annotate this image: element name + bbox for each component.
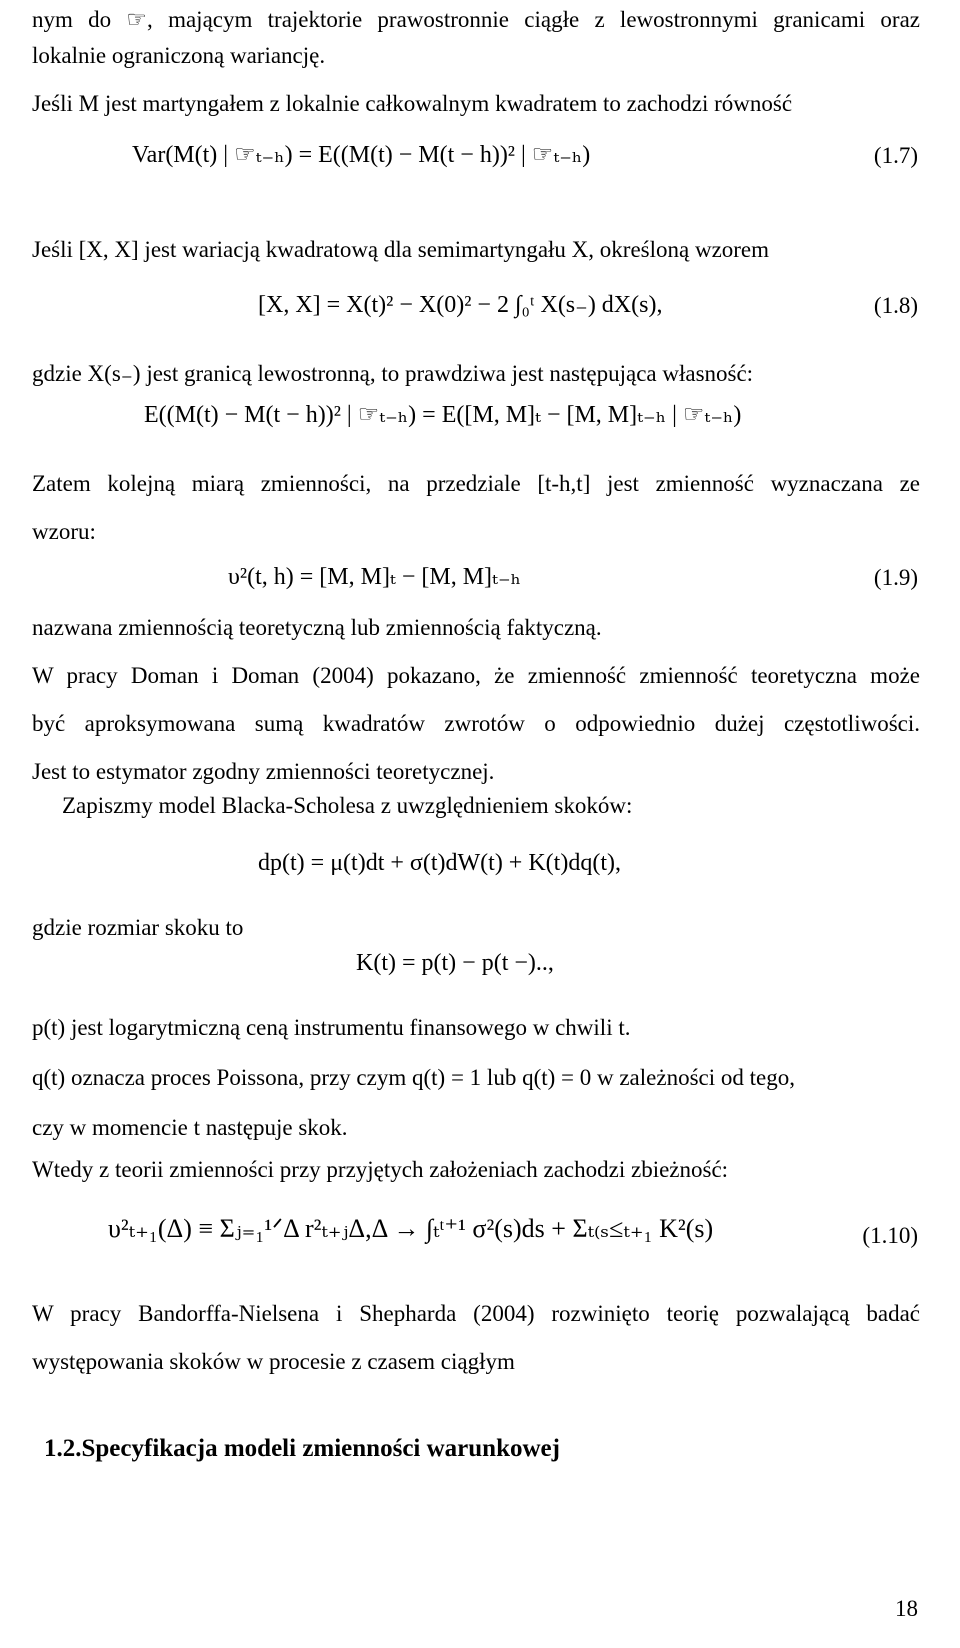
paragraph-line: Zatem kolejną miarą zmienności, na przedziale [t-h,t] jest zmienność wyznaczana ze — [32, 471, 920, 496]
paragraph-line: wzoru: — [32, 519, 96, 544]
equation-jump-size: K(t) = p(t) − p(t −).., — [356, 950, 554, 976]
paragraph-line: W pracy Doman i Doman (2004) pokazano, że zmienność zmienność teoretyczna może — [32, 663, 920, 688]
equation-number: (1.8) — [873, 293, 918, 318]
equation-1-7: Var(M(t) | ☞ₜ₋ₕ) = E((M(t) − M(t − h))² | ☞ₜ₋ₕ) — [132, 142, 591, 168]
paragraph-line: p(t) jest logarytmiczną ceną instrumentu finansowego w chwili t. — [32, 1015, 631, 1040]
paragraph-line: gdzie rozmiar skoku to — [32, 915, 244, 940]
paragraph-line: być aproksymowana sumą kwadratów zwrotów o odpowiednio dużej częstotliwości. — [32, 711, 920, 736]
equation-number: (1.10) — [862, 1223, 918, 1248]
paragraph-line: nym do ☞, mającym trajektorie prawostronnie ciągłe z lewostronnymi granicami oraz — [32, 7, 920, 32]
equation-1-10: υ²ₜ₊₁(Δ) ≡ Σⱼ₌₁¹ᐟΔ r²ₜ₊ⱼΔ,Δ → ∫ₜᵗ⁺¹ σ²(s)ds + Σₜ₍ₛ≤ₜ₊₁ K²(s) — [108, 1214, 714, 1243]
equation-1-9: υ²(t, h) = [M, M]ₜ − [M, M]ₜ₋ₕ — [228, 564, 522, 590]
paragraph-line: Jeśli [X, X] jest wariacją kwadratową dla semimartyngału X, określoną wzorem — [32, 237, 770, 262]
paragraph-line: czy w momencie t następuje skok. — [32, 1115, 348, 1140]
paragraph-line: lokalnie ograniczoną wariancję. — [32, 43, 326, 68]
paragraph-line: Wtedy z teorii zmienności przy przyjętych założeniach zachodzi zbieżność: — [32, 1157, 729, 1182]
equation-1-8: [X, X] = X(t)² − X(0)² − 2 ∫₀ᵗ X(s₋) dX(s), — [258, 292, 663, 318]
paragraph-line: q(t) oznacza proces Poissona, przy czym q(t) = 1 lub q(t) = 0 w zależności od tego, — [32, 1065, 795, 1090]
equation-number: (1.7) — [873, 143, 918, 168]
paragraph-line: Zapiszmy model Blacka-Scholesa z uwzględnieniem skoków: — [62, 793, 633, 818]
paragraph-line: Jest to estymator zgodny zmienności teoretycznej. — [32, 759, 495, 784]
paragraph-line: występowania skoków w procesie z czasem ciągłym — [32, 1349, 515, 1374]
paragraph-line: W pracy Bandorffa-Nielsena i Shepharda (2004) rozwinięto teorię pozwalającą badać — [32, 1301, 920, 1326]
paragraph-line: Jeśli M jest martyngałem z lokalnie całkowalnym kwadratem to zachodzi równość — [32, 91, 793, 116]
section-heading: 1.2.Specyfikacja modeli zmienności warunkowej — [44, 1435, 560, 1462]
page-number: 18 — [895, 1596, 918, 1621]
equation-property: E((M(t) − M(t − h))² | ☞ₜ₋ₕ) = E([M, M]ₜ − [M, M]ₜ₋ₕ | ☞ₜ₋ₕ) — [144, 402, 742, 428]
equation-number: (1.9) — [873, 565, 918, 590]
paragraph-line: gdzie X(s₋) jest granicą lewostronną, to prawdziwa jest następująca własność: — [32, 361, 754, 386]
paragraph-line: nazwana zmiennością teoretyczną lub zmiennością faktyczną. — [32, 615, 602, 640]
equation-black-scholes: dp(t) = μ(t)dt + σ(t)dW(t) + K(t)dq(t), — [258, 850, 621, 876]
